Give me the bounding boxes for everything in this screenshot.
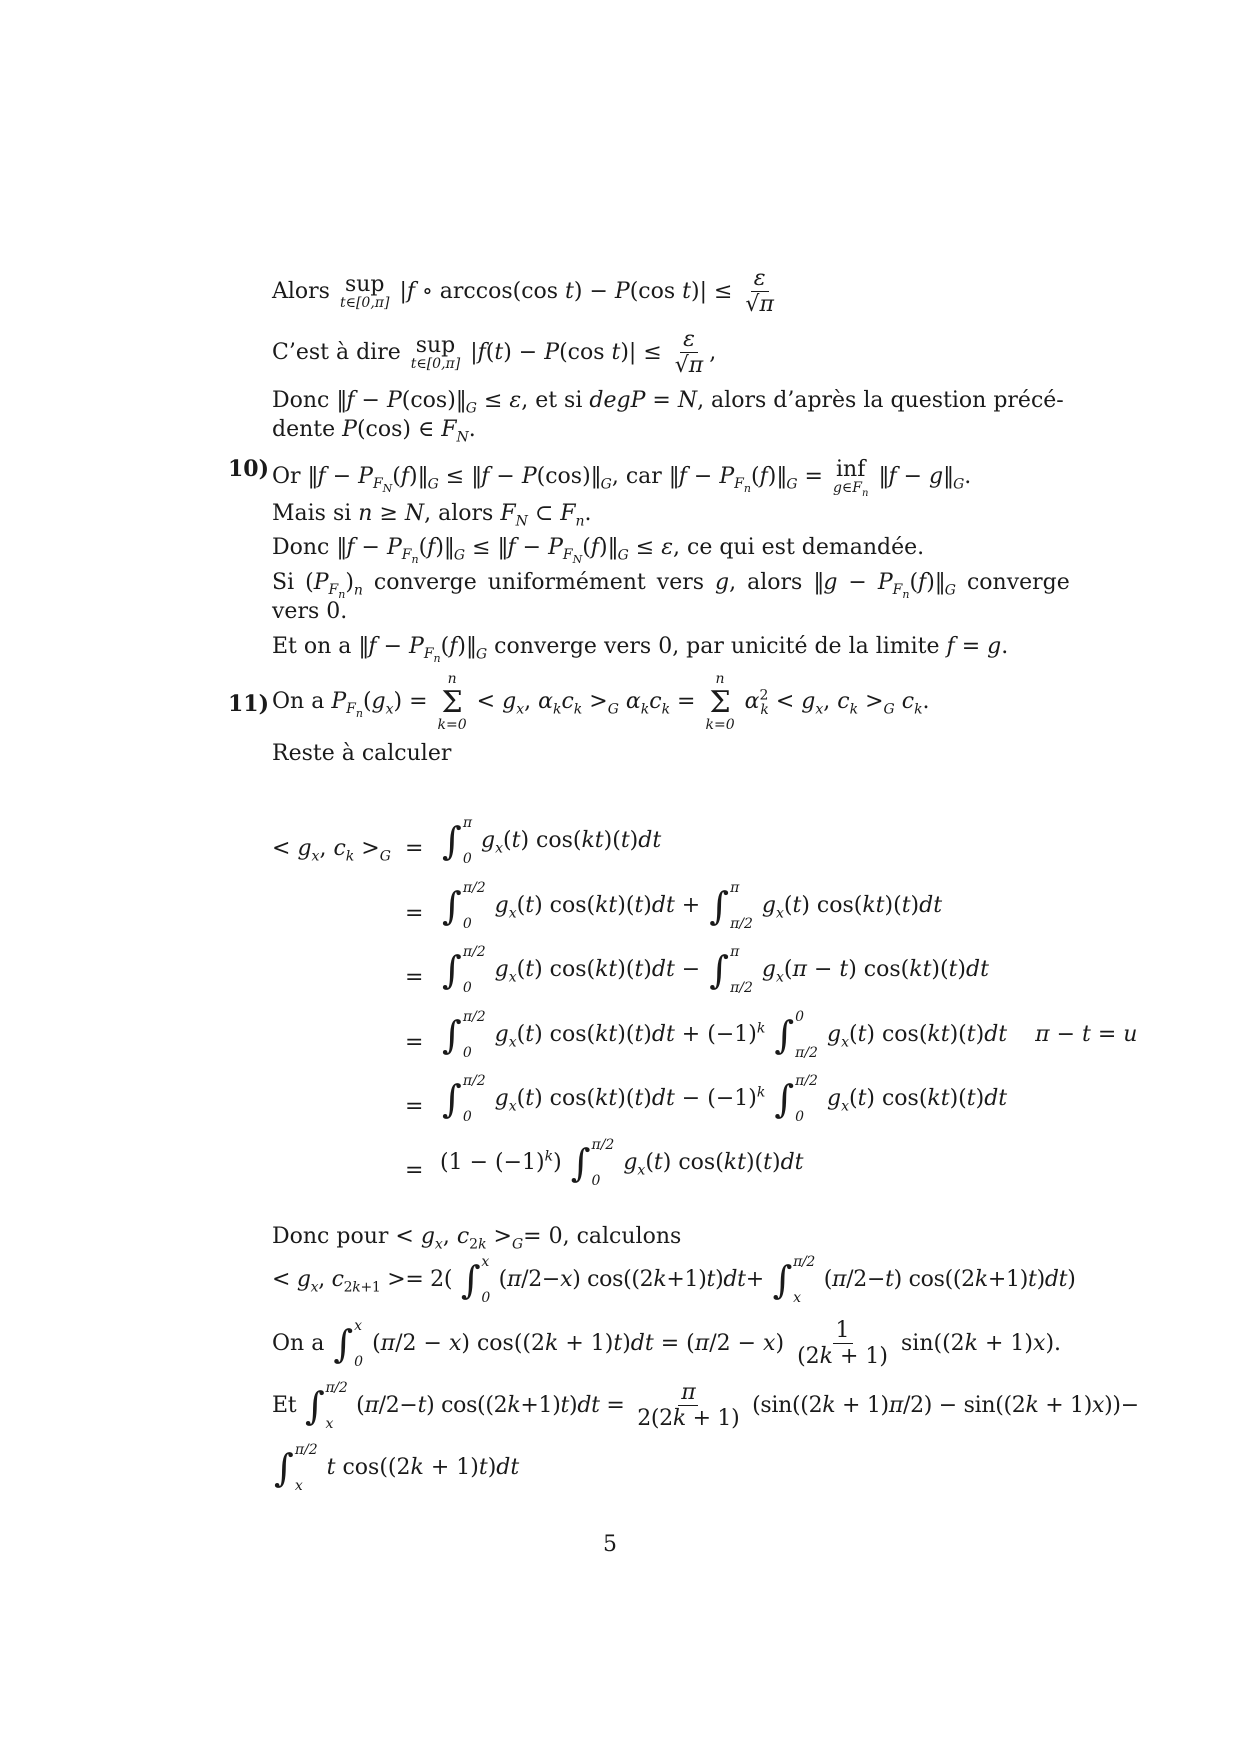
equation-row-2: ∫ π/2 0 $g_x(t) \cos(kt)(t)dt$ + ∫ π π/2 $g_x(t)$ cos(kt)(t)dt xyxy=(442,880,943,932)
equation-equals-6: = xyxy=(405,1158,424,1183)
text-line-donc-norm: Donc ‖f − $P(\cos)‖_G \le \varepsilon$, et si degP = N, alors d’après la question précé- xyxy=(272,388,1064,417)
equation-equals-2: = xyxy=(405,901,424,926)
text-line-donc-demandee: Donc ‖f − $P_{F_n}(f)‖_G$ ≤ ‖f − $P_{F_N}(f)‖_G \le \varepsilon$, ce qui est demandée. xyxy=(272,535,925,567)
equation-lhs: < $g_x$, $c_k >_G$ xyxy=(272,836,391,865)
text-line-gx-c2k1: < $g_x$, $c_{2k+1} >= 2$( ∫ x 0 (π/2−x) cos((2k+1)t)dt+ ∫ π/2 x (π/2−t) cos((2k+1)t)dt) xyxy=(272,1254,1076,1306)
text-line-et-integral: Et ∫ π/2 x (π/2−t) cos((2k+1)t)dt = $\frac{\pi}{2(2k + 1)}$ (sin((2k + 1)π/2) − sin((2k + 1)x))− xyxy=(272,1379,1139,1432)
text-line-mais-si: Mais si n ≥ N, alors $F_N$ ⊂ $F_n$. xyxy=(272,501,592,530)
text-line-si-converge: Si $(P_{F_n})_n$ converge uniformément vers g, alors ‖g − $P_{F_n}(f)‖_G$ converge xyxy=(272,570,1070,602)
text-line-alors-sup: Alors sup t∈[0,π] |f ∘ arccos(cos t) − P(cos t)| ≤ $\frac{\varepsilon}{√\pi}$ xyxy=(272,266,774,318)
equation-row-5: ∫ π/2 0 $g_x(t) \cos(kt)(t)dt - (-1)^k$ ∫ π/2 0 $g_x(t)$ cos(kt)(t)dt xyxy=(442,1073,1008,1125)
text-line-dente: dente P(cos) ∈ $F_N$. xyxy=(272,417,476,446)
text-line-donc-pour: Donc pour < $g_x$, $c_{2k} >_G= 0$, calculons xyxy=(272,1224,682,1253)
text-line-t-cos-integral: ∫ π/2 x t cos((2k + 1)t)dt xyxy=(274,1442,520,1494)
equation-row-1: ∫ π 0 $g_x(t)$ cos(kt)(t)dt xyxy=(442,815,662,867)
equation-equals-1: = xyxy=(405,836,424,861)
equation-row-3: ∫ π/2 0 $g_x(t) \cos(kt)(t)dt$ − ∫ π π/2 $g_x(\pi - t)$ cos(kt)(t)dt xyxy=(442,944,989,996)
text-line-or: Or ‖f − $P_{F_N}(f)‖_G$ ≤ ‖f − $P(\cos)‖_G$, car ‖f − $P_{F_n}(f)‖_G$ = inf $g\in F_n$ ‖f − $g‖_G$. xyxy=(272,457,972,499)
text-line-reste-a-calculer: Reste à calculer xyxy=(272,741,452,766)
page-number: 5 xyxy=(603,1532,617,1557)
equation-equals-3: = xyxy=(405,965,424,990)
equation-row-4: ∫ π/2 0 $g_x(t) \cos(kt)(t)dt + (-1)^k$ ∫ 0 π/2 $g_x(t)$ cos(kt)(t)dt π − t = u xyxy=(442,1009,1138,1061)
equation-equals-4: = xyxy=(405,1030,424,1055)
text-line-on-a-integral: On a ∫ x 0 (π/2 − x) cos((2k + 1)t)dt = (π/2 − x) $\frac{1}{(2k + 1)}$ sin((2k + 1)x). xyxy=(272,1317,1062,1370)
question-number-11: 11) xyxy=(228,691,270,717)
text-line-vers-0: vers 0. xyxy=(272,599,348,624)
question-number-10: 10) xyxy=(228,456,270,482)
text-line-et-on-a: Et on a ‖f − $P_{F_n}(f)‖_G$ converge vers 0, par unicité de la limite f = g. xyxy=(272,634,1009,666)
text-line-on-a-projection: On a $P_{F_n}(g_x)$ = n Σ k=0 < $g_x$, $\alpha_kc_k >_G$ $\alpha_kc_k$ = n Σ k=0 $\alpha^2_k < g_x$, $c_k >_G$ $c_k$. xyxy=(272,671,930,734)
equation-equals-5: = xyxy=(405,1094,424,1119)
equation-row-6: $(1 - (-1)^k)$ ∫ π/2 0 $g_x(t)$ cos(kt)(t)dt xyxy=(440,1137,804,1189)
text-line-cest-a-dire: C’est à dire sup t∈[0,π] |f(t) − P(cos t)| ≤ $\frac{\varepsilon}{√\pi}$ , xyxy=(272,327,717,379)
